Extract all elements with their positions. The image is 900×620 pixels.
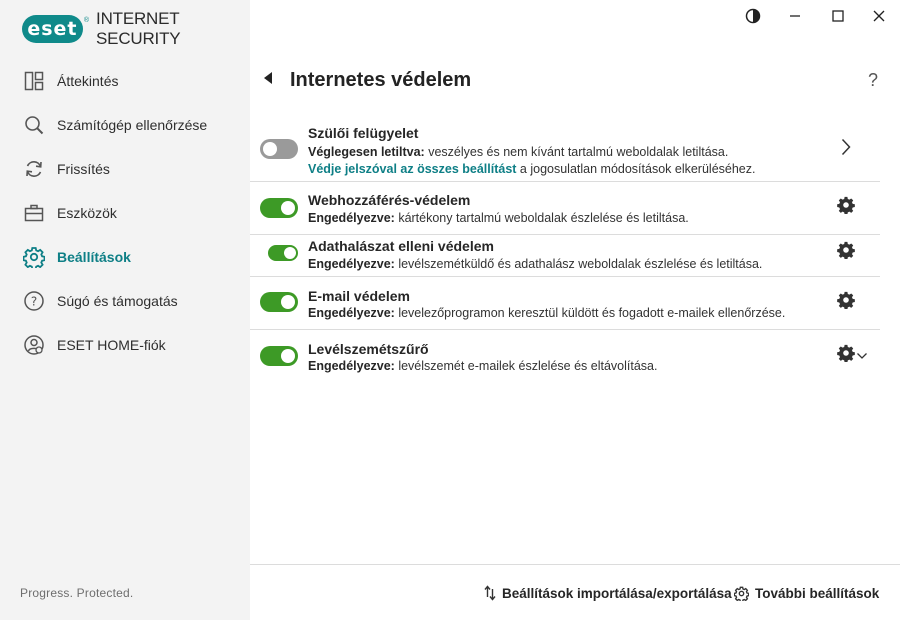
refresh-icon bbox=[23, 158, 45, 180]
row-title: Levélszemétszűrő bbox=[308, 341, 429, 357]
question-circle-icon bbox=[23, 290, 45, 312]
status-label: Engedélyezve: bbox=[308, 257, 395, 271]
gear-icon bbox=[23, 246, 45, 268]
status-label: Engedélyezve: bbox=[308, 359, 395, 373]
toggle-knob bbox=[281, 295, 295, 309]
sidebar-item-label: Számítógép ellenőrzése bbox=[57, 117, 208, 133]
sidebar-item-help-support[interactable] bbox=[0, 279, 250, 323]
account-icon bbox=[23, 334, 45, 356]
footer-divider bbox=[250, 564, 900, 565]
setting-row-email-protection bbox=[250, 277, 880, 330]
app-logo bbox=[22, 9, 250, 49]
antispam-settings-button[interactable] bbox=[835, 344, 857, 366]
sidebar-item-label: Áttekintés bbox=[57, 73, 119, 89]
setting-row-parental-control bbox=[250, 115, 880, 182]
web-access-protection-settings-button[interactable] bbox=[835, 196, 857, 218]
antispam-dropdown-button[interactable] bbox=[855, 344, 869, 366]
email-protection-settings-button[interactable] bbox=[835, 291, 857, 313]
sidebar-item-computer-scan[interactable] bbox=[0, 103, 250, 147]
sidebar-item-settings[interactable] bbox=[0, 235, 250, 279]
setting-row-anti-phishing bbox=[250, 235, 880, 277]
import-export-settings-button[interactable] bbox=[484, 583, 732, 603]
sidebar-item-overview[interactable] bbox=[0, 59, 250, 103]
close-button[interactable] bbox=[864, 6, 894, 30]
import-export-label: Beállítások importálása/exportálása bbox=[502, 585, 732, 601]
import-export-icon bbox=[484, 585, 496, 601]
status-text: levélszemétküldő és adathalász weboldalak észlelése és letiltása. bbox=[394, 257, 763, 271]
row-password-hint bbox=[308, 162, 755, 176]
row-status bbox=[308, 359, 657, 373]
sidebar-nav bbox=[0, 59, 250, 367]
status-label: Engedélyezve: bbox=[308, 211, 395, 225]
anti-phishing-settings-button[interactable] bbox=[835, 241, 857, 263]
password-protect-link[interactable]: Védje jelszóval az összes beállítást bbox=[308, 162, 517, 176]
row-status bbox=[308, 257, 762, 271]
sidebar-item-label: Beállítások bbox=[57, 249, 131, 265]
status-label: Véglegesen letiltva: bbox=[308, 145, 425, 159]
row-title: Adathalászat elleni védelem bbox=[308, 238, 494, 254]
setting-row-web-access-protection bbox=[250, 182, 880, 235]
tagline: Progress. Protected. bbox=[20, 586, 134, 600]
sidebar-item-label: ESET HOME-fiók bbox=[57, 337, 166, 353]
minimize-icon bbox=[788, 9, 802, 28]
toggle-knob bbox=[281, 349, 295, 363]
svg-text:?: ? bbox=[30, 294, 38, 309]
help-button[interactable]: ? bbox=[867, 70, 878, 90]
sidebar-item-tools[interactable] bbox=[0, 191, 250, 235]
anti-phishing-toggle[interactable] bbox=[268, 245, 298, 261]
sidebar-item-label: Súgó és támogatás bbox=[57, 293, 178, 309]
registered-mark: ® bbox=[83, 16, 90, 24]
row-status bbox=[308, 211, 689, 225]
sidebar-item-eset-home-account[interactable] bbox=[0, 323, 250, 367]
gear-icon bbox=[837, 344, 855, 367]
row-title: Szülői felügyelet bbox=[308, 125, 419, 141]
gear-icon bbox=[734, 586, 749, 601]
back-arrow-icon bbox=[264, 71, 272, 89]
minimize-button[interactable] bbox=[780, 6, 810, 30]
gear-icon bbox=[837, 291, 855, 314]
back-button[interactable] bbox=[262, 73, 274, 87]
toggle-knob bbox=[281, 201, 295, 215]
briefcase-icon bbox=[23, 202, 45, 224]
advanced-settings-label: További beállítások bbox=[755, 585, 880, 601]
status-text: veszélyes és nem kívánt tartalmú weboldalak letiltása. bbox=[424, 145, 729, 159]
email-protection-toggle[interactable] bbox=[260, 292, 298, 312]
advanced-settings-button[interactable] bbox=[734, 583, 879, 603]
chevron-right-icon bbox=[841, 138, 851, 161]
eset-logo-badge: eset bbox=[22, 15, 83, 43]
sidebar-item-update[interactable] bbox=[0, 147, 250, 191]
toggle-knob bbox=[284, 247, 296, 259]
status-text: levelezőprogramon keresztül küldött és fogadott e-mailek ellenőrzése. bbox=[394, 306, 786, 320]
sidebar-item-label: Frissítés bbox=[57, 161, 110, 177]
status-text: levélszemét e-mailek észlelése és eltávolítása. bbox=[394, 359, 658, 373]
web-access-protection-toggle[interactable] bbox=[260, 198, 298, 218]
gear-icon bbox=[837, 241, 855, 264]
chevron-down-icon bbox=[857, 346, 867, 364]
sidebar bbox=[0, 0, 250, 620]
product-name: INTERNET SECURITY bbox=[96, 9, 181, 48]
parental-control-toggle[interactable] bbox=[260, 139, 298, 159]
row-title: E-mail védelem bbox=[308, 288, 410, 304]
toggle-knob bbox=[263, 142, 277, 156]
row-status bbox=[308, 145, 728, 159]
row-status bbox=[308, 306, 785, 320]
page-title: Internetes védelem bbox=[290, 69, 472, 91]
parental-control-open-button[interactable] bbox=[835, 138, 857, 160]
status-text: kártékony tartalmú weboldalak észlelése és letiltása. bbox=[394, 211, 689, 225]
theme-toggle-button[interactable] bbox=[738, 6, 768, 30]
maximize-icon bbox=[831, 9, 845, 28]
gear-icon bbox=[837, 196, 855, 219]
close-icon bbox=[872, 9, 886, 28]
contrast-icon bbox=[745, 8, 761, 29]
setting-row-antispam bbox=[250, 330, 880, 380]
sidebar-item-label: Eszközök bbox=[57, 205, 117, 221]
antispam-toggle[interactable] bbox=[260, 346, 298, 366]
maximize-button[interactable] bbox=[823, 6, 853, 30]
magnifier-icon bbox=[23, 114, 45, 136]
link-suffix: a jogosulatlan módosítások elkerüléséhez. bbox=[516, 162, 756, 176]
status-label: Engedélyezve: bbox=[308, 306, 395, 320]
row-title: Webhozzáférés-védelem bbox=[308, 192, 471, 208]
dashboard-icon bbox=[23, 70, 45, 92]
